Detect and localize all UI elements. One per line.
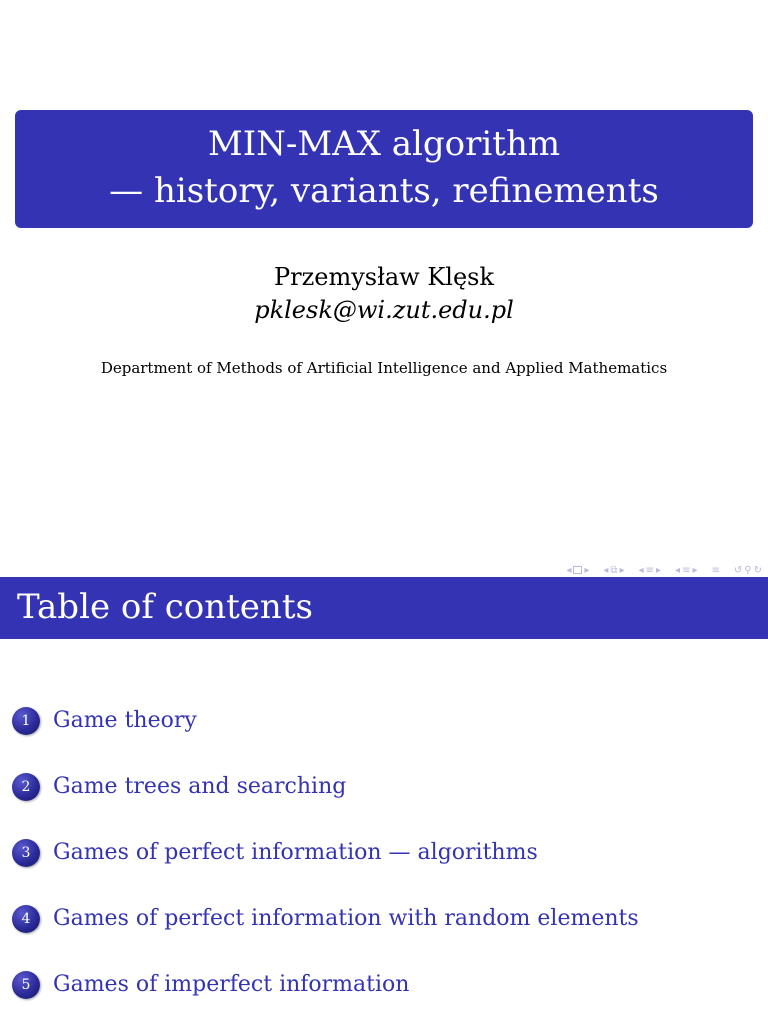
toc-item-label[interactable]: Game trees and searching — [53, 774, 347, 799]
author-name: Przemysław Klęsk — [273, 263, 495, 291]
toc-number-badge: 1 — [12, 707, 40, 735]
toc-header-bar — [0, 577, 768, 639]
toc-number-badge: 2 — [12, 773, 40, 801]
author-email[interactable]: pklesk@wi.zut.edu.pl — [254, 296, 514, 324]
toc-number-badge: 3 — [12, 839, 40, 867]
title-box — [15, 110, 753, 228]
nav-subsection-icon[interactable]: ◂ ⧉ ▸ — [603, 564, 625, 576]
toc-item-label[interactable]: Game theory — [53, 708, 197, 733]
toc-item-label[interactable]: Games of perfect information with random elements — [53, 906, 639, 931]
nav-frame-icon[interactable]: ◂ ▸ — [566, 564, 590, 576]
toc-item-perfect-information-algorithms[interactable] — [12, 836, 538, 870]
nav-search-icon[interactable]: ↺ ⚲ ↻ — [733, 564, 762, 576]
navigation-bar — [556, 562, 762, 578]
institute: Department of Methods of Artificial Intelligence and Applied Mathematics — [100, 359, 668, 377]
toc-item-imperfect-information[interactable] — [12, 968, 409, 1002]
toc-number-badge: 4 — [12, 905, 40, 933]
slide-title-line-2: — history, variants, refinements — [109, 171, 659, 211]
toc-title: Table of contents — [17, 587, 313, 627]
slide-title-line-1: MIN-MAX algorithm — [207, 124, 561, 164]
toc-item-label[interactable]: Games of perfect information — algorithms — [53, 840, 538, 865]
toc-item-game-trees[interactable] — [12, 770, 346, 804]
toc-number-badge: 5 — [12, 971, 40, 999]
nav-section-icon[interactable]: ◂ ≡ ▸ — [638, 564, 662, 576]
nav-subsection-list-icon[interactable]: ◂ ≡ ▸ — [675, 564, 698, 576]
toc-item-label[interactable]: Games of imperfect information — [53, 972, 410, 997]
toc-item-perfect-information-random[interactable] — [12, 902, 639, 936]
nav-align-icon[interactable]: ≡ — [711, 564, 720, 576]
toc-item-game-theory[interactable] — [12, 704, 197, 738]
